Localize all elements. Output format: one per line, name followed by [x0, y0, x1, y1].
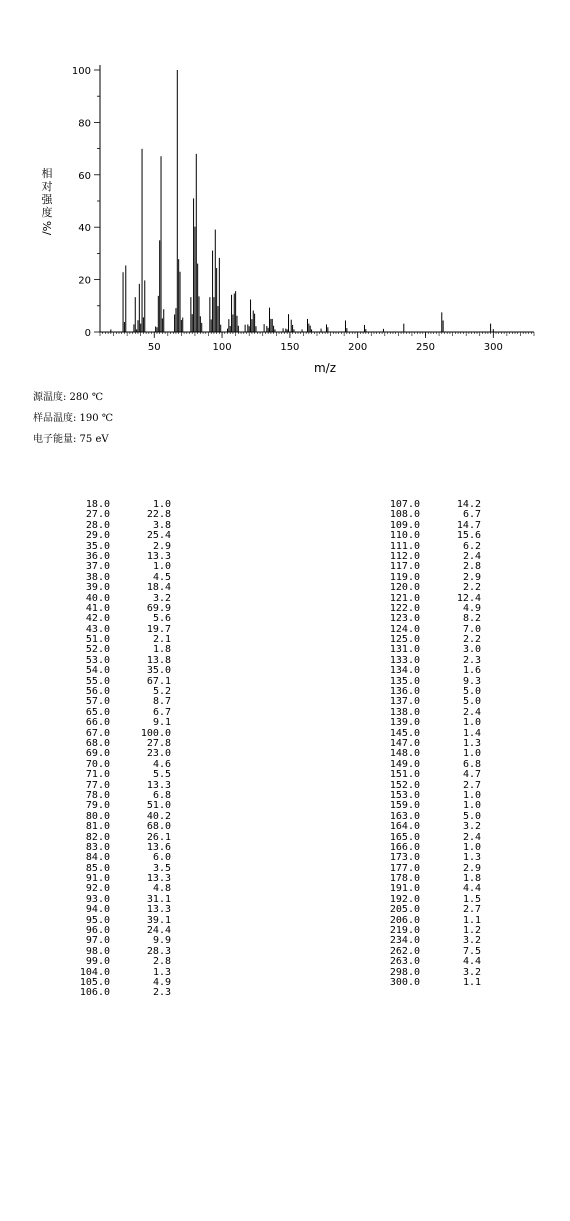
abundance-value: 1.4	[462, 727, 481, 739]
y-tick-label: 60	[78, 170, 91, 182]
mz-value: 219.0	[389, 925, 420, 937]
abundance-value: 6.0	[152, 852, 171, 864]
abundance-value: 15.6	[456, 530, 481, 542]
mz-value: 69.0	[85, 748, 110, 760]
mz-value: 111.0	[389, 540, 420, 552]
x-tick-label: 150	[280, 342, 300, 353]
abundance-value: 2.4	[462, 706, 481, 718]
mz-value: 36.0	[85, 550, 110, 562]
mz-value: 122.0	[389, 602, 420, 614]
mz-value: 28.0	[85, 519, 110, 531]
mz-value: 110.0	[389, 530, 420, 542]
mz-value: 149.0	[389, 758, 420, 770]
mz-value: 84.0	[85, 852, 110, 864]
abundance-value: 6.7	[152, 706, 171, 718]
abundance-value: 6.8	[462, 758, 481, 770]
abundance-value: 1.1	[462, 914, 481, 926]
abundance-value: 23.0	[146, 748, 171, 760]
x-tick-label: 250	[415, 342, 436, 353]
abundance-value: 14.7	[456, 519, 481, 531]
mz-value: 134.0	[389, 665, 420, 677]
abundance-value: 1.5	[462, 893, 481, 905]
mz-value: 29.0	[85, 530, 110, 542]
mz-value: 121.0	[389, 592, 420, 604]
mz-value: 93.0	[85, 893, 110, 905]
abundance-value: 2.7	[462, 779, 481, 791]
mz-value: 55.0	[85, 675, 110, 687]
mz-value: 18.0	[85, 499, 110, 510]
abundance-value: 6.2	[462, 540, 481, 552]
mz-value: 95.0	[85, 914, 110, 926]
mz-value: 43.0	[85, 623, 110, 635]
mz-value: 148.0	[389, 748, 420, 760]
abundance-value: 3.8	[152, 519, 171, 531]
abundance-value: 14.2	[456, 499, 481, 510]
peak-table-right	[376, 500, 481, 988]
abundance-value: 1.0	[462, 717, 481, 729]
mz-value: 41.0	[85, 602, 110, 614]
mz-value: 54.0	[85, 665, 110, 677]
abundance-value: 35.0	[146, 665, 171, 677]
abundance-value: 2.8	[152, 956, 171, 968]
abundance-value: 5.6	[152, 613, 171, 625]
abundance-value: 4.8	[152, 883, 171, 895]
abundance-value: 100.0	[140, 727, 171, 739]
mz-value: 57.0	[85, 696, 110, 708]
mz-value: 120.0	[389, 582, 420, 594]
abundance-value: 1.3	[462, 737, 481, 749]
abundance-value: 1.3	[462, 852, 481, 864]
abundance-value: 2.3	[152, 987, 171, 999]
mz-value: 97.0	[85, 935, 110, 947]
abundance-value: 51.0	[146, 800, 171, 812]
peak-table-left	[66, 500, 171, 999]
abundance-value: 13.3	[146, 779, 171, 791]
abundance-value: 31.1	[146, 893, 171, 905]
abundance-value: 8.2	[462, 613, 481, 625]
mz-value: 147.0	[389, 737, 420, 749]
abundance-value: 25.4	[146, 530, 171, 542]
abundance-value: 26.1	[146, 831, 171, 843]
y-tick-label: 80	[78, 118, 91, 130]
mz-value: 68.0	[85, 737, 110, 749]
abundance-value: 2.9	[462, 571, 481, 583]
x-tick-label: 50	[147, 342, 161, 353]
abundance-value: 2.3	[462, 654, 481, 666]
y-axis-label-char: 度	[41, 206, 53, 219]
mz-value: 39.0	[85, 582, 110, 594]
abundance-value: 3.5	[152, 862, 171, 874]
mz-value: 67.0	[85, 727, 110, 739]
mz-value: 66.0	[85, 717, 110, 729]
abundance-value: 1.2	[462, 925, 481, 937]
mz-value: 136.0	[389, 686, 420, 698]
abundance-value: 3.2	[152, 592, 171, 604]
abundance-value: 6.7	[462, 509, 481, 521]
y-axis-label-char: 强	[41, 193, 53, 206]
abundance-value: 1.0	[462, 800, 481, 812]
mz-value: 191.0	[389, 883, 420, 895]
abundance-value: 68.0	[146, 821, 171, 833]
x-tick-label: 200	[348, 342, 368, 353]
table-row	[66, 583, 171, 593]
abundance-value: 13.3	[146, 904, 171, 916]
table-row	[376, 770, 481, 780]
abundance-value: 6.8	[152, 789, 171, 801]
abundance-value: 2.4	[462, 550, 481, 562]
mz-value: 82.0	[85, 831, 110, 843]
mz-value: 56.0	[85, 686, 110, 698]
mz-value: 112.0	[389, 550, 420, 562]
table-row	[376, 583, 481, 593]
abundance-value: 5.0	[462, 810, 481, 822]
mz-value: 108.0	[389, 509, 420, 521]
abundance-value: 4.9	[462, 602, 481, 614]
mz-value: 42.0	[85, 613, 110, 625]
abundance-value: 1.0	[462, 789, 481, 801]
electron-energy: 电子能量: 75 eV	[33, 434, 109, 445]
mz-value: 152.0	[389, 779, 420, 791]
mz-value: 52.0	[85, 644, 110, 656]
y-tick-label: 100	[71, 66, 91, 77]
mz-value: 27.0	[85, 509, 110, 521]
table-row	[66, 531, 171, 541]
mz-value: 80.0	[85, 810, 110, 822]
mz-value: 81.0	[85, 821, 110, 833]
mz-value: 135.0	[389, 675, 420, 687]
mz-value: 70.0	[85, 758, 110, 770]
abundance-value: 22.8	[146, 509, 171, 521]
abundance-value: 2.2	[462, 634, 481, 646]
mz-value: 78.0	[85, 789, 110, 801]
mz-value: 164.0	[389, 821, 420, 833]
mz-value: 35.0	[85, 540, 110, 552]
y-tick-label: 20	[78, 275, 91, 287]
abundance-value: 1.0	[152, 499, 171, 510]
mz-value: 163.0	[389, 810, 420, 822]
mz-value: 85.0	[85, 862, 110, 874]
mz-value: 119.0	[389, 571, 420, 583]
y-tick-label: 40	[78, 223, 91, 235]
abundance-value: 40.2	[146, 810, 171, 822]
mz-value: 106.0	[79, 987, 110, 999]
abundance-value: 24.4	[146, 925, 171, 937]
abundance-value: 4.7	[462, 769, 481, 781]
abundance-value: 2.9	[462, 862, 481, 874]
abundance-value: 5.2	[152, 686, 171, 698]
mz-value: 138.0	[389, 706, 420, 718]
mz-value: 77.0	[85, 779, 110, 791]
abundance-value: 27.8	[146, 737, 171, 749]
mz-value: 177.0	[389, 862, 420, 874]
abundance-value: 9.1	[152, 717, 171, 729]
abundance-value: 13.3	[146, 550, 171, 562]
abundance-value: 1.0	[152, 561, 171, 573]
abundance-value: 9.3	[462, 675, 481, 687]
abundance-value: 1.6	[462, 665, 481, 677]
y-axis-label-char: 对	[41, 180, 53, 193]
table-row	[66, 770, 171, 780]
mz-value: 133.0	[389, 654, 420, 666]
mz-value: 79.0	[85, 800, 110, 812]
mz-value: 145.0	[389, 727, 420, 739]
abundance-value: 8.7	[152, 696, 171, 708]
mz-value: 40.0	[85, 592, 110, 604]
mz-value: 263.0	[389, 956, 420, 968]
mz-value: 192.0	[389, 893, 420, 905]
mz-value: 53.0	[85, 654, 110, 666]
abundance-value: 4.9	[152, 976, 171, 988]
abundance-value: 3.0	[462, 644, 481, 656]
mz-value: 173.0	[389, 852, 420, 864]
abundance-value: 9.9	[152, 935, 171, 947]
abundance-value: 13.8	[146, 654, 171, 666]
mz-value: 178.0	[389, 873, 420, 885]
mz-value: 298.0	[389, 966, 420, 978]
mz-value: 65.0	[85, 706, 110, 718]
abundance-value: 1.0	[462, 748, 481, 760]
abundance-value: 2.1	[152, 634, 171, 646]
mz-value: 91.0	[85, 873, 110, 885]
mz-value: 131.0	[389, 644, 420, 656]
abundance-value: 1.8	[152, 644, 171, 656]
acquisition-conditions	[33, 387, 113, 450]
x-tick-label: 300	[483, 342, 503, 353]
abundance-value: 2.9	[152, 540, 171, 552]
abundance-value: 2.2	[462, 582, 481, 594]
x-tick-label: 100	[212, 342, 232, 353]
mz-value: 38.0	[85, 571, 110, 583]
mz-value: 123.0	[389, 613, 420, 625]
y-axis-label-unit: %/	[40, 220, 53, 236]
mz-value: 83.0	[85, 841, 110, 853]
abundance-value: 13.6	[146, 841, 171, 853]
abundance-value: 18.4	[146, 582, 171, 594]
abundance-value: 4.4	[462, 883, 481, 895]
mz-value: 205.0	[389, 904, 420, 916]
abundance-value: 2.8	[462, 561, 481, 573]
abundance-value: 7.0	[462, 623, 481, 635]
mz-value: 159.0	[389, 800, 420, 812]
table-row	[376, 978, 481, 988]
abundance-value: 5.0	[462, 696, 481, 708]
abundance-value: 1.0	[462, 841, 481, 853]
mz-value: 153.0	[389, 789, 420, 801]
table-row	[376, 822, 481, 832]
abundance-value: 2.7	[462, 904, 481, 916]
mz-value: 125.0	[389, 634, 420, 646]
abundance-value: 13.3	[146, 873, 171, 885]
mz-value: 300.0	[389, 976, 420, 988]
mz-value: 124.0	[389, 623, 420, 635]
mz-value: 234.0	[389, 935, 420, 947]
abundance-value: 3.2	[462, 935, 481, 947]
abundance-value: 2.4	[462, 831, 481, 843]
table-row	[66, 988, 171, 998]
abundance-value: 5.5	[152, 769, 171, 781]
abundance-value: 7.5	[462, 945, 481, 957]
mz-value: 166.0	[389, 841, 420, 853]
abundance-value: 4.5	[152, 571, 171, 583]
abundance-value: 67.1	[146, 675, 171, 687]
mz-value: 94.0	[85, 904, 110, 916]
abundance-value: 12.4	[456, 592, 481, 604]
x-axis-title: m/z	[313, 361, 337, 375]
abundance-value: 5.0	[462, 686, 481, 698]
abundance-value: 39.1	[146, 914, 171, 926]
abundance-value: 1.1	[462, 976, 481, 988]
source-temperature: 源温度: 280 ℃	[33, 392, 103, 403]
mz-value: 139.0	[389, 717, 420, 729]
y-tick-label: 0	[84, 328, 91, 339]
mass-spectrum-chart	[0, 0, 570, 380]
mz-value: 37.0	[85, 561, 110, 573]
abundance-value: 3.2	[462, 821, 481, 833]
mz-value: 105.0	[79, 976, 110, 988]
abundance-value: 69.9	[146, 602, 171, 614]
mz-value: 96.0	[85, 925, 110, 937]
abundance-value: 4.6	[152, 758, 171, 770]
mz-value: 98.0	[85, 945, 110, 957]
table-row	[376, 531, 481, 541]
sample-temperature: 样品温度: 190 ℃	[33, 413, 113, 424]
abundance-value: 3.2	[462, 966, 481, 978]
mz-value: 71.0	[85, 769, 110, 781]
mz-value: 151.0	[389, 769, 420, 781]
mz-value: 107.0	[389, 499, 420, 510]
y-axis-label-char: 相	[41, 167, 53, 180]
mz-value: 104.0	[79, 966, 110, 978]
mz-value: 117.0	[389, 561, 420, 573]
abundance-value: 28.3	[146, 945, 171, 957]
mz-value: 99.0	[85, 956, 110, 968]
table-row	[66, 822, 171, 832]
mz-value: 92.0	[85, 883, 110, 895]
mz-value: 262.0	[389, 945, 420, 957]
mz-value: 51.0	[85, 634, 110, 646]
mz-value: 206.0	[389, 914, 420, 926]
abundance-value: 1.3	[152, 966, 171, 978]
abundance-value: 1.8	[462, 873, 481, 885]
abundance-value: 4.4	[462, 956, 481, 968]
abundance-value: 19.7	[146, 623, 171, 635]
mz-value: 137.0	[389, 696, 420, 708]
mz-value: 109.0	[389, 519, 420, 531]
mz-value: 165.0	[389, 831, 420, 843]
